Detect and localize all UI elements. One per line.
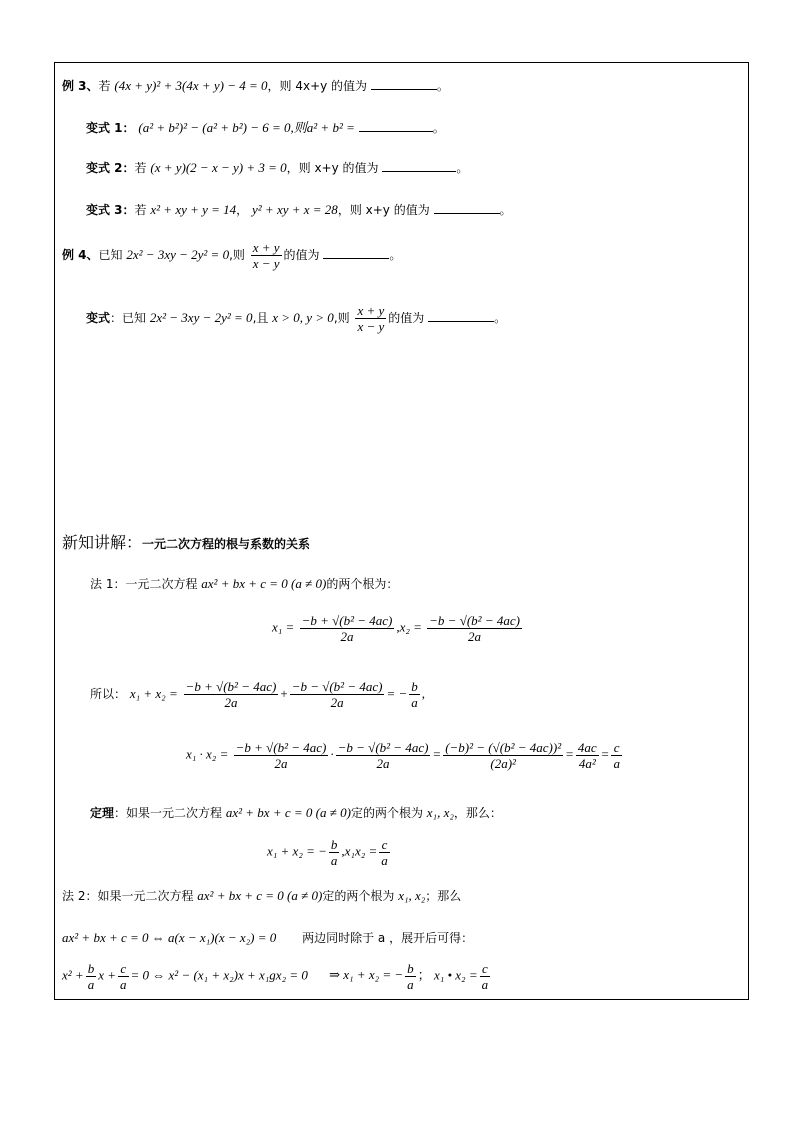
example-4-equation: 2x² − 3xy − 2y² = 0 (126, 247, 230, 262)
fraction: $\frac{x + y}{x - y}$ (357, 303, 385, 334)
variant-4-condition: x > 0, y > 0 (272, 310, 334, 325)
section-subtitle: 一元二次方程的根与系数的关系 (142, 537, 311, 551)
example-3: 例 3、若 (4x + y)² + 3(4x + y) − 4 = 0，则 4x+y 的值为 。 (62, 78, 449, 93)
example-4-label: 例 4、 (62, 248, 99, 262)
method-2-step-1: ax² + bx + c = 0 ⇔ a(x − x₁)(x − x₂) = 0 两边同时除于 a ，展开后可得： (62, 930, 474, 945)
quadratic-equation: ax² + bx + c = 0 (a ≠ 0) (201, 576, 327, 591)
variant-3-label: 变式 3： (86, 203, 135, 217)
answer-blank[interactable] (382, 161, 456, 172)
variant-1: 变式 1： (a² + b²)² − (a² + b²) − 6 = 0,则a² + b² = 。 (86, 120, 445, 135)
method-2-step-2: x² + $\frac{b}{a}$ x + $\frac{c}{a}$ = 0 ⇔ x² − (x₁ + x₂)x + x₁gx₂ = 0 ⇒ x₁ + x₂ = − $\frac{b}{a}$ ； x₁ • x₂ = $\frac{c}{a}$ (62, 961, 489, 992)
section-title: 新知讲解： (62, 533, 143, 552)
sum-of-roots: 所以： x₁ + x₂ = $\frac{\text{−b + √(b² − 4ac)}}{2a}$ + $\frac{\text{−b − √(b² − 4ac)}}{2a}$ = − $\frac{b}{a}$ , (90, 679, 425, 710)
method-2: 法 2：如果一元二次方程 ax² + bx + c = 0 (a ≠ 0)定的两个根为 x₁, x₂；那么 (62, 888, 462, 903)
theorem: 定理：如果一元二次方程 ax² + bx + c = 0 (a ≠ 0)定的两个根为 x₁, x₂，那么： (90, 805, 502, 820)
variant-2: 变式 2：若 (x + y)(2 − x − y) + 3 = 0，则 x+y 的值为 。 (86, 160, 469, 175)
answer-blank[interactable] (434, 203, 500, 214)
theorem-label: 定理 (90, 806, 115, 820)
method-1-label: 法 1：一元二次方程 (90, 577, 198, 591)
variant-4: 变式：已知 2x² − 3xy − 2y² = 0,且 x > 0, y > 0,则 $\frac{x + y}{x - y}$ 的值为 。 (86, 303, 507, 334)
variant-3-equation-b: y² + xy + x = 28 (252, 202, 338, 217)
variant-1-label: 变式 1： (86, 121, 135, 135)
variant-4-label: 变式 (86, 311, 111, 325)
answer-blank[interactable] (371, 79, 437, 90)
variant-2-equation: (x + y)(2 − x − y) + 3 = 0 (150, 160, 287, 175)
variant-2-label: 变式 2： (86, 161, 135, 175)
method-2-label: 法 2：如果一元二次方程 (62, 889, 194, 903)
example-3-equation: (4x + y)² + 3(4x + y) − 4 = 0 (114, 78, 268, 93)
variant-3-equation-a: x² + xy + y = 14 (150, 202, 237, 217)
answer-blank[interactable] (323, 248, 389, 259)
variant-4-equation: 2x² − 3xy − 2y² = 0 (149, 310, 253, 325)
product-of-roots: x₁ · x₂ = $\frac{\text{−b + √(b² − 4ac)}}{2a}$ · $\frac{\text{−b − √(b² − 4ac)}}{2a}$ = $\frac{\text{(−b)² − (√(b² − 4ac))²}}{\text{(2a)²}}$ = $\frac{4ac}{\text{4a²}}$ = $\frac{c}{a}$ (186, 740, 620, 771)
example-3-label: 例 3、 (62, 79, 99, 93)
answer-blank[interactable] (428, 311, 494, 322)
answer-blank[interactable] (359, 121, 433, 132)
fraction: $\frac{x + y}{x - y}$ (252, 240, 280, 271)
method-1: 法 1：一元二次方程 ax² + bx + c = 0 (a ≠ 0)的两个根为： (90, 576, 399, 591)
variant-1-equation: (a² + b²)² − (a² + b²) − 6 = 0,则a² + b² = (138, 120, 355, 135)
root-2-fraction: $\frac{\text{−b − √(b² − 4ac)}}{2a}$ (429, 613, 520, 644)
example-4: 例 4、已知 2x² − 3xy − 2y² = 0,则 $\frac{x + y}{x - y}$ 的值为 。 (62, 240, 402, 271)
root-1-fraction: $\frac{\text{−b + √(b² − 4ac)}}{2a}$ (301, 613, 393, 644)
variant-3: 变式 3：若 x² + xy + y = 14， y² + xy + x = 28，则 x+y 的值为 。 (86, 202, 512, 217)
section-heading (62, 535, 310, 551)
roots-formula: x₁ = $\frac{\text{−b + √(b² − 4ac)}}{2a}$ ,x₂ = $\frac{\text{−b − √(b² − 4ac)}}{2a}$ (272, 613, 520, 644)
theorem-formula: x₁ + x₂ = − $\frac{b}{a}$ ,x₁x₂ = $\frac{c}{a}$ (267, 837, 388, 868)
